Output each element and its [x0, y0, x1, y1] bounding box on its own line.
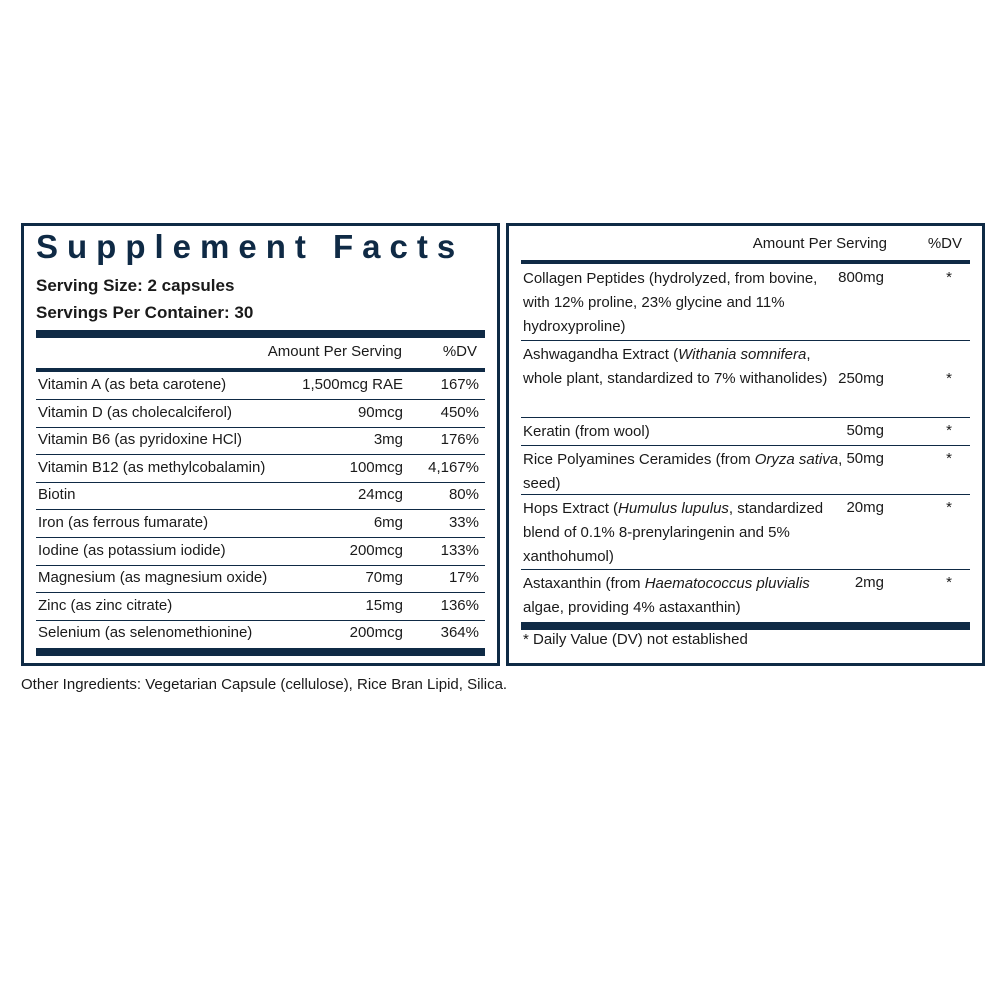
nutrient-amount: 200mcg — [349, 541, 403, 559]
ingredient-name-text: , standardized blend of 0.1% 8-prenylaringenin and 5% xanthohumol) — [523, 500, 824, 565]
ingredient-name-text: algae, providing 4% astaxanthin) — [523, 599, 741, 616]
nutrient-name: Selenium (as selenomethionine) — [38, 624, 253, 642]
nutrient-dv: 364% — [440, 624, 479, 642]
ingredient-name-text: Astaxanthin (from — [523, 575, 645, 592]
nutrient-row — [36, 482, 485, 510]
nutrient-dv: 450% — [440, 403, 479, 421]
nutrient-amount: 70mg — [365, 569, 403, 587]
ingredient-row — [521, 340, 970, 418]
nutrient-name: Vitamin D (as cholecalciferol) — [38, 403, 232, 421]
nutrient-dv: 80% — [448, 486, 479, 504]
supplement-facts-panel — [21, 223, 500, 666]
nutrient-dv: 136% — [440, 596, 479, 614]
nutrient-name: Zinc (as zinc citrate) — [38, 596, 173, 614]
nutrient-dv: 33% — [448, 514, 479, 531]
nutrient-name: Iodine (as potassium iodide) — [38, 541, 226, 559]
nutrient-name: Vitamin B6 (as pyridoxine HCl) — [38, 431, 242, 449]
header-dv: %DV — [442, 343, 477, 360]
header-dv: %DV — [927, 235, 962, 252]
nutrient-name: Vitamin A (as beta carotene) — [38, 376, 227, 393]
nutrient-amount: 15mg — [365, 596, 403, 614]
ingredient-name — [523, 497, 843, 569]
ingredient-name-italic: Oryza sativa — [754, 451, 839, 468]
ingredient-name-text: Keratin (from wool) — [523, 423, 650, 440]
bottom-divider — [36, 648, 485, 656]
ingredient-row — [521, 264, 970, 341]
header-amount: Amount Per Serving — [752, 235, 887, 252]
nutrient-amount: 100mcg — [349, 458, 403, 476]
nutrient-row — [36, 510, 485, 538]
ingredient-name-italic: Withania somnifera — [678, 346, 807, 363]
nutrient-dv: 17% — [448, 569, 479, 587]
nutrient-amount: 1,500mcg RAE — [302, 376, 403, 393]
ingredient-row — [521, 417, 970, 446]
nutrient-row — [36, 593, 485, 621]
nutrient-row — [36, 538, 485, 566]
ingredient-amount: 2mg — [854, 574, 884, 591]
ingredient-name-italic: Humulus lupulus — [618, 500, 729, 517]
ingredients-panel — [506, 223, 985, 666]
other-ingredients: Other Ingredients: Vegetarian Capsule (cellulose), Rice Bran Lipid, Silica. — [21, 676, 508, 693]
nutrient-dv: 176% — [440, 431, 479, 449]
ingredient-amount: 800mg — [838, 269, 884, 286]
ingredient-amount: 250mg — [838, 370, 884, 387]
ingredient-dv: * — [946, 499, 952, 516]
nutrient-amount: 90mcg — [357, 403, 403, 421]
header-divider — [36, 330, 485, 338]
ingredient-name-text: Collagen Peptides (hydrolyzed, from bovine, with 12% proline, 23% glycine and 11% hydroxyproline) — [523, 270, 818, 335]
nutrient-row — [36, 620, 485, 647]
nutrient-name: Biotin — [38, 486, 76, 504]
dv-footnote: * Daily Value (DV) not established — [523, 631, 748, 648]
nutrient-name: Iron (as ferrous fumarate) — [38, 514, 209, 531]
ingredient-name-text: Ashwagandha Extract ( — [523, 346, 679, 363]
ingredient-name-text: Rice Polyamines Ceramides (from — [523, 451, 755, 468]
bottom-divider — [521, 622, 970, 630]
ingredient-amount: 20mg — [846, 499, 884, 516]
nutrient-row — [36, 427, 485, 455]
nutrient-row — [36, 565, 485, 593]
nutrient-amount: 24mcg — [357, 486, 403, 504]
ingredient-name-text: Hops Extract ( — [523, 500, 619, 517]
ingredient-dv: * — [946, 422, 952, 439]
ingredient-row — [521, 569, 970, 622]
nutrient-amount: 3mg — [373, 431, 403, 449]
ingredient-dv: * — [946, 450, 952, 467]
ingredient-name — [523, 448, 843, 496]
ingredient-row — [521, 445, 970, 495]
nutrient-row — [36, 372, 485, 400]
ingredient-name-italic: Haematococcus pluvialis — [644, 575, 810, 592]
nutrient-dv: 133% — [440, 541, 479, 559]
ingredient-amount: 50mg — [846, 450, 884, 467]
nutrient-dv: 167% — [440, 376, 479, 393]
nutrient-name: Vitamin B12 (as methylcobalamin) — [38, 458, 266, 476]
ingredient-name — [523, 572, 843, 620]
ingredient-name-text: , seed) — [523, 451, 843, 492]
ingredient-dv: * — [946, 269, 952, 286]
serving-size: Serving Size: 2 capsules — [36, 276, 235, 295]
nutrient-amount: 200mcg — [349, 624, 403, 642]
nutrient-name: Magnesium (as magnesium oxide) — [38, 569, 268, 587]
header-amount: Amount Per Serving — [267, 343, 402, 360]
ingredient-dv: * — [946, 574, 952, 591]
panel-title: Supplement Facts — [36, 228, 465, 265]
nutrient-amount: 6mg — [373, 514, 403, 531]
ingredient-row — [521, 494, 970, 570]
ingredient-name — [523, 420, 843, 444]
ingredient-name — [523, 343, 843, 391]
ingredient-dv: * — [946, 370, 952, 387]
servings-per-container: Servings Per Container: 30 — [36, 303, 254, 322]
ingredient-amount: 50mg — [846, 422, 884, 439]
nutrient-dv: 4,167% — [428, 458, 479, 476]
nutrient-row — [36, 455, 485, 483]
nutrient-row — [36, 400, 485, 428]
ingredient-name-text: , whole plant, standardized to 7% withanolides) — [523, 346, 828, 387]
ingredient-name — [523, 267, 843, 339]
